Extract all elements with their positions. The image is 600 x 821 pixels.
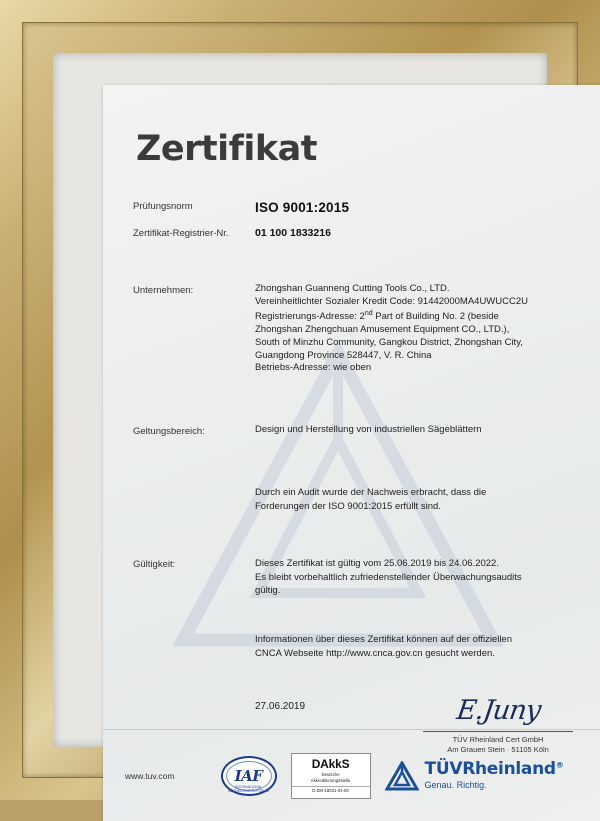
registered-trademark-icon: ® xyxy=(555,760,564,770)
info-statement-line: Informationen über dieses Zertifikat können auf der offiziellen xyxy=(255,634,513,646)
field-value-company xyxy=(255,283,528,375)
dakks-sub-line: Akkreditierungsstelle xyxy=(310,778,351,784)
audit-statement-spacer xyxy=(133,486,255,514)
dakks-name-part1: D xyxy=(311,756,321,771)
company-address-line: South of Minzhu Community, Gangkou District, Zhongshan City, xyxy=(255,336,523,348)
dakks-accreditation-code: D-ZM-18031-01-00 xyxy=(292,786,370,793)
field-value-validity xyxy=(255,557,522,598)
tuv-word-tuv: TÜV xyxy=(424,759,463,779)
field-label-scope: Geltungsbereich: xyxy=(133,426,205,438)
certificate-document xyxy=(103,85,600,821)
tuv-claim: Genau. Richtig. xyxy=(424,780,487,790)
field-label-validity: Gültigkeit: xyxy=(133,558,176,570)
signature-org-line: Am Grauen Stein · 51105 Köln xyxy=(447,744,549,754)
audit-statement-line: Durch ein Audit wurde der Nachweis erbracht, dass die xyxy=(255,487,487,499)
dakks-logo-icon xyxy=(291,753,371,799)
footer-url: www.tuv.com xyxy=(125,770,175,781)
signature-image: E.Juny xyxy=(454,694,543,726)
field-label-registration-number: Zertifikat-Registrier-Nr. xyxy=(133,228,229,240)
field-row-company xyxy=(133,283,573,375)
company-address-line: Vereinheitlichter Sozialer Kredit Code: 91442000MA4UWUCC2U xyxy=(255,296,528,308)
company-name: Zhongshan Guanneng Cutting Tools Co., LTD. xyxy=(255,283,450,295)
dakks-name-part2: AkkS xyxy=(320,756,350,771)
document-footer xyxy=(103,729,600,821)
info-statement xyxy=(133,633,573,661)
tuv-triangle-icon xyxy=(385,761,419,791)
field-value-norm: ISO 9001:2015 xyxy=(255,200,350,215)
company-address-line: Registrierungs-Adresse: 2nd Part of Building No. 2 (beside xyxy=(255,310,499,323)
tuv-rheinland-logo xyxy=(385,761,564,791)
company-address-line: Betriebs-Adresse: wie oben xyxy=(255,362,372,374)
validity-line: gültig. xyxy=(255,585,281,597)
info-statement-text xyxy=(255,633,512,661)
audit-statement xyxy=(133,486,573,514)
validity-line: Es bleibt vorbehaltlich zufriedenstellender Überwachungsaudits xyxy=(255,571,522,583)
picture-frame-inner xyxy=(22,22,578,794)
audit-statement-text xyxy=(255,486,486,514)
field-label-norm: Prüfungsnorm xyxy=(133,201,193,212)
field-row-norm xyxy=(133,199,573,217)
field-label-company: Unternehmen: xyxy=(133,285,194,297)
field-value-registration-number: 01 100 1833216 xyxy=(255,227,331,240)
iaf-logo-icon xyxy=(221,756,277,796)
tuv-wordmark xyxy=(425,761,564,778)
field-row-registration-number xyxy=(133,226,573,240)
issue-date: 27.06.2019 xyxy=(255,700,306,712)
iaf-logo-text: IAF xyxy=(234,766,263,785)
dakks-logo-text xyxy=(292,757,370,771)
field-row-scope xyxy=(133,424,573,437)
tuv-word-rheinland: Rheinland xyxy=(462,759,556,779)
audit-statement-line: Forderungen der ISO 9001:2015 erfüllt sind. xyxy=(255,501,441,512)
info-statement-spacer xyxy=(133,633,255,661)
company-address-line: Guangdong Province 528447, V. R. China xyxy=(255,349,432,361)
iaf-logo-subtext: INTERNATIONAL ACCREDITATION FORUM xyxy=(228,784,269,793)
page-title: Zertifikat xyxy=(136,129,317,169)
info-statement-line: CNCA Webseite http://www.cnca.gov.cn gesucht werden. xyxy=(255,647,495,659)
signature-org-line: TÜV Rheinland Cert GmbH xyxy=(452,734,544,744)
accreditation-logos xyxy=(203,753,581,799)
field-value-scope: Design und Herstellung von industriellen Sägeblättern xyxy=(255,424,482,436)
dakks-sub-line: Deutsche xyxy=(321,771,340,777)
validity-line: Dieses Zertifikat ist gültig vom 25.06.2019 bis 24.06.2022. xyxy=(255,557,499,569)
company-address-line: Zhongshan Zhengchuan Amusement Equipment CO., LTD.), xyxy=(255,323,510,335)
frame-mat xyxy=(53,53,564,794)
field-row-validity xyxy=(133,557,573,598)
